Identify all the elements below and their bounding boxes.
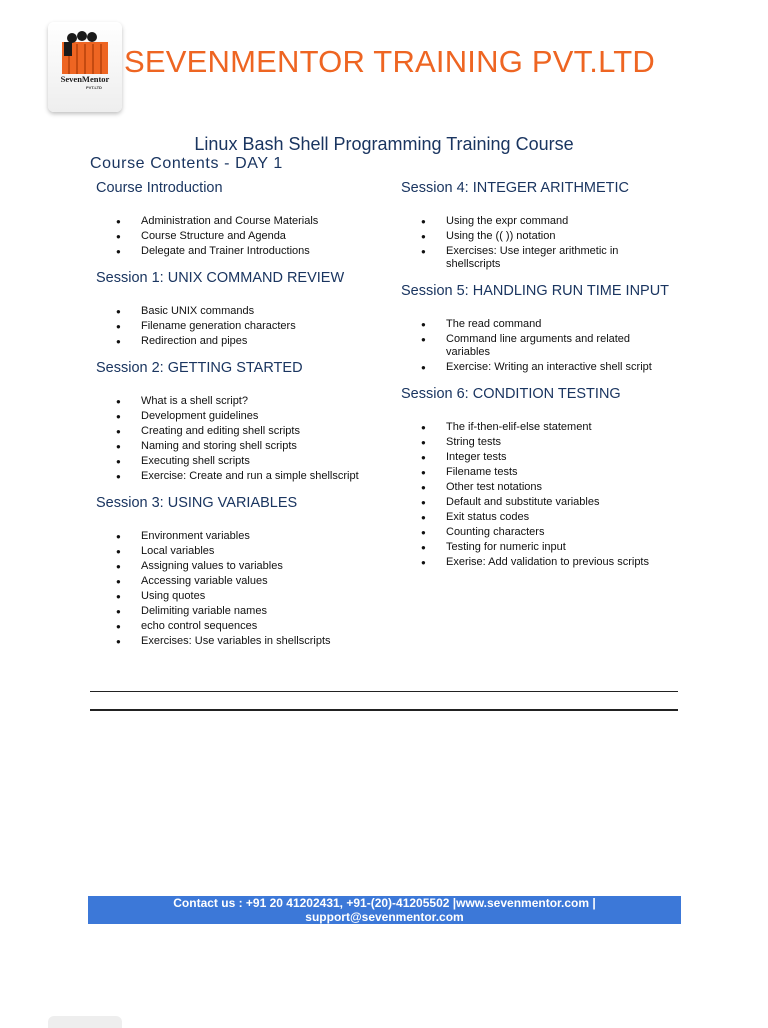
list-item: ● The if-then-elif-else statement [401,421,671,434]
list-item: ● Exit status codes [401,511,671,524]
contact-line: Contact us : +91 20 41202431, +91-(20)-41205502 |www.sevenmentor.com | [173,896,596,910]
section-title: Session 1: UNIX COMMAND REVIEW [96,270,345,286]
mentor-figures-icon [54,28,116,74]
logo-subtext: PVT.LTD [86,85,102,90]
divider-line [90,691,678,692]
section-title: Session 3: USING VARIABLES [96,495,298,511]
list-item: ● Exercises: Use variables in shellscripts [96,635,386,648]
list-item: ● Using the expr command [401,215,671,228]
contact-bar [88,896,681,924]
next-page-logo-edge [48,1016,122,1028]
list-item: ● Basic UNIX commands [96,305,386,318]
list-item: ● Naming and storing shell scripts [96,440,386,453]
list-item: ● The read command [401,318,671,331]
list-item: ● Development guidelines [96,410,386,423]
section-items [96,215,386,258]
section-title: Session 2: GETTING STARTED [96,360,303,376]
list-item: ● Delegate and Trainer Introductions [96,245,386,258]
contents-title: Course Contents - DAY 1 [90,155,283,172]
section-items [96,305,386,348]
course-section [96,180,386,258]
list-item: ● Filename generation characters [96,320,386,333]
list-item: ● Creating and editing shell scripts [96,425,386,438]
course-section [96,360,386,483]
company-logo [48,22,122,112]
section-title: Session 4: INTEGER ARITHMETIC [401,180,630,196]
course-section [96,270,386,348]
list-item: ● Filename tests [401,466,671,479]
section-items [401,318,671,374]
course-section [401,180,671,271]
right-column [401,180,671,581]
section-items [96,395,386,483]
list-item: ● Administration and Course Materials [96,215,386,228]
section-items [401,421,671,569]
course-section [96,495,386,648]
list-item: ● Command line arguments and related variables [401,333,671,359]
list-item: ● Other test notations [401,481,671,494]
list-item: ● Using quotes [96,590,386,603]
list-item: ● What is a shell script? [96,395,386,408]
list-item: ● Accessing variable values [96,575,386,588]
section-items [401,215,671,271]
list-item: ● Exercise: Writing an interactive shell script [401,361,671,374]
list-item: ● Exerise: Add validation to previous scripts [401,556,671,569]
list-item: ● Local variables [96,545,386,558]
list-item: ● Exercise: Create and run a simple shellscript [96,470,386,483]
list-item: ● Executing shell scripts [96,455,386,468]
section-title: Session 6: CONDITION TESTING [401,386,621,402]
list-item: ● Redirection and pipes [96,335,386,348]
course-section [401,386,671,569]
company-name: SEVENMENTOR TRAINING PVT.LTD [124,44,655,79]
section-items [96,530,386,648]
list-item: ● Environment variables [96,530,386,543]
logo-text: SevenMentor [60,74,110,84]
list-item: ● Assigning values to variables [96,560,386,573]
list-item: ● Course Structure and Agenda [96,230,386,243]
left-column [96,180,386,660]
list-item: ● echo control sequences [96,620,386,633]
course-title: Linux Bash Shell Programming Training Course [194,134,574,154]
contact-email: support@sevenmentor.com [305,910,464,924]
list-item: ● Counting characters [401,526,671,539]
list-item: ● Testing for numeric input [401,541,671,554]
section-title: Course Introduction [96,180,223,196]
course-section [401,283,671,374]
list-item: ● Using the (( )) notation [401,230,671,243]
list-item: ● String tests [401,436,671,449]
divider-line-thick [90,709,678,711]
list-item: ● Exercises: Use integer arithmetic in shellscripts [401,245,671,271]
list-item: ● Delimiting variable names [96,605,386,618]
list-item: ● Integer tests [401,451,671,464]
section-title: Session 5: HANDLING RUN TIME INPUT [401,283,670,299]
list-item: ● Default and substitute variables [401,496,671,509]
